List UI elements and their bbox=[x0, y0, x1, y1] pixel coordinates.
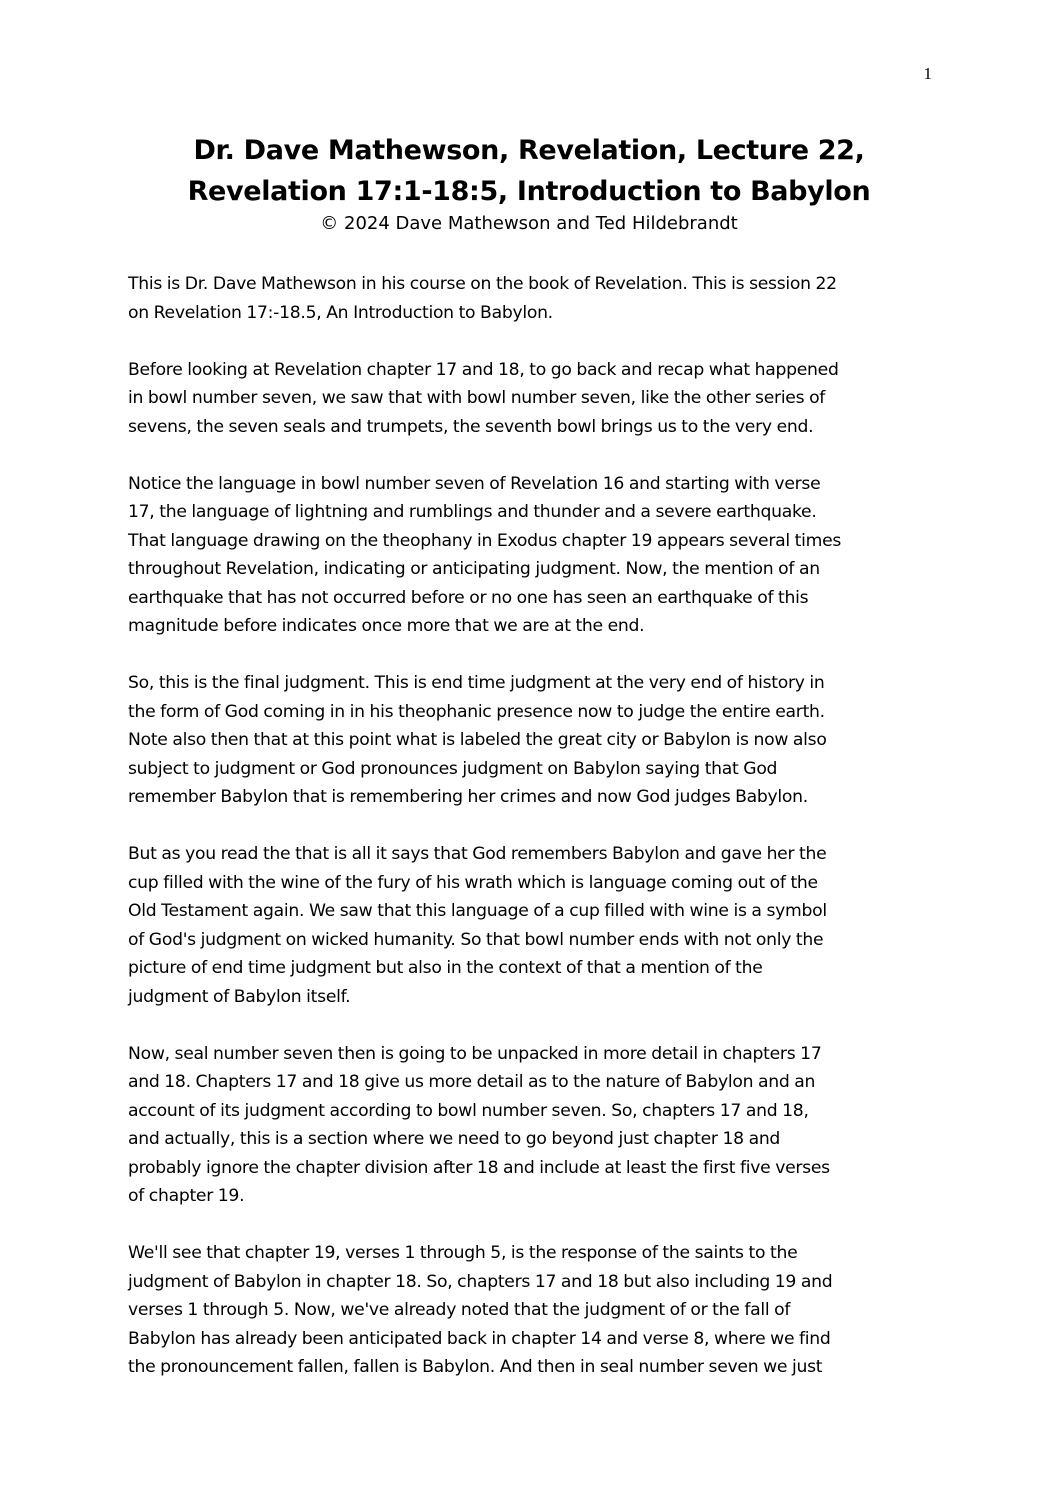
text-line: account of its judgment according to bowl number seven. So, chapters 17 and 18, bbox=[128, 1100, 809, 1121]
text-line: verses 1 through 5. Now, we've already noted that the judgment of or the fall of bbox=[128, 1300, 791, 1320]
text-line: Now, seal number seven then is going to be unpacked in more detail in chapters 17 bbox=[128, 1043, 822, 1064]
text-line: But as you read the that is all it says that God remembers Babylon and gave her the bbox=[128, 844, 827, 864]
lecture-transcript bbox=[128, 270, 928, 1382]
text-line: We'll see that chapter 19, verses 1 through 5, is the response of the saints to the bbox=[128, 1243, 798, 1263]
text-line: throughout Revelation, indicating or anticipating judgment. Now, the mention of an bbox=[128, 559, 820, 579]
paragraph bbox=[128, 356, 928, 442]
text-line: the pronouncement fallen, fallen is Babylon. And then in seal number seven we just bbox=[128, 1357, 823, 1377]
text-line: magnitude before indicates once more that we are at the end. bbox=[128, 616, 645, 636]
text-line: Notice the language in bowl number seven of Revelation 16 and starting with verse bbox=[128, 473, 821, 494]
text-line: the form of God coming in in his theophanic presence now to judge the entire earth. bbox=[128, 701, 825, 722]
document-title-block bbox=[60, 130, 998, 236]
paragraph bbox=[128, 270, 928, 327]
page-number: 1 bbox=[923, 64, 932, 83]
text-line: earthquake that has not occurred before or no one has seen an earthquake of this bbox=[128, 587, 809, 608]
text-line: judgment of Babylon itself. bbox=[128, 986, 351, 1007]
text-line: judgment of Babylon in chapter 18. So, chapters 17 and 18 but also including 19 and bbox=[128, 1271, 833, 1292]
text-line: subject to judgment or God pronounces judgment on Babylon saying that God bbox=[128, 758, 778, 779]
text-line: of chapter 19. bbox=[128, 1186, 245, 1206]
text-line: Before looking at Revelation chapter 17 and 18, to go back and recap what happened bbox=[128, 359, 839, 380]
text-line: This is Dr. Dave Mathewson in his course on the book of Revelation. This is session 22 bbox=[128, 274, 837, 294]
title-line-2: Revelation 17:1-18:5, Introduction to Babylon bbox=[187, 176, 871, 207]
text-line: and actually, this is a section where we need to go beyond just chapter 18 and bbox=[128, 1129, 781, 1149]
text-line: Old Testament again. We saw that this language of a cup filled with wine is a symbol bbox=[128, 901, 827, 921]
paragraph bbox=[128, 840, 928, 1011]
paragraph bbox=[128, 1239, 928, 1382]
text-line: sevens, the seven seals and trumpets, the seventh bowl brings us to the very end. bbox=[128, 416, 814, 437]
text-line: Babylon has already been anticipated back in chapter 14 and verse 8, where we find bbox=[128, 1328, 831, 1349]
text-line: on Revelation 17:-18.5, An Introduction to Babylon. bbox=[128, 302, 553, 323]
text-line: cup filled with the wine of the fury of his wrath which is language coming out of the bbox=[128, 872, 818, 893]
paragraph bbox=[128, 669, 928, 812]
copyright-notice: © 2024 Dave Mathewson and Ted Hildebrandt bbox=[320, 213, 738, 234]
paragraph bbox=[128, 1040, 928, 1211]
text-line: remember Babylon that is remembering her crimes and now God judges Babylon. bbox=[128, 787, 808, 807]
text-line: in bowl number seven, we saw that with bowl number seven, like the other series of bbox=[128, 388, 826, 408]
text-line: That language drawing on the theophany in Exodus chapter 19 appears several times bbox=[128, 530, 842, 551]
title-line-1: Dr. Dave Mathewson, Revelation, Lecture 22, bbox=[193, 135, 865, 166]
text-line: picture of end time judgment but also in the context of that a mention of the bbox=[128, 958, 763, 978]
text-line: So, this is the final judgment. This is end time judgment at the very end of history in bbox=[128, 673, 825, 693]
text-line: of God's judgment on wicked humanity. So that bowl number ends with not only the bbox=[128, 929, 824, 950]
text-line: Note also then that at this point what is labeled the great city or Babylon is now also bbox=[128, 730, 827, 750]
paragraph bbox=[128, 470, 928, 641]
text-line: probably ignore the chapter division after 18 and include at least the first five verses bbox=[128, 1157, 830, 1178]
text-line: and 18. Chapters 17 and 18 give us more detail as to the nature of Babylon and an bbox=[128, 1072, 816, 1092]
text-line: 17, the language of lightning and rumblings and thunder and a severe earthquake. bbox=[128, 502, 817, 522]
